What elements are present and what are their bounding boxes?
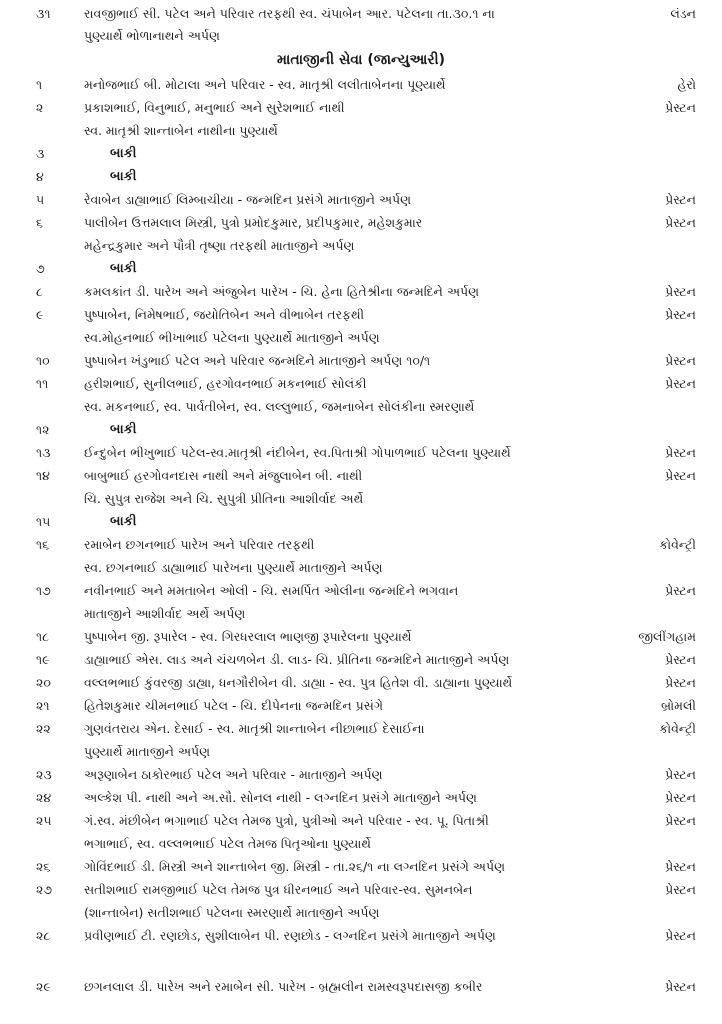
entry-place: પ્રેસ્ટન <box>665 583 696 598</box>
entry-text: ગુણવંતરાય એન. દેસાઈ - સ્વ. માતૃશ્રી શાન્તાબેન નીછાભાઈ દેસાઈના <box>84 721 425 736</box>
entry-number: ૯ <box>36 307 44 322</box>
entry-place: પ્રેસ્ટન <box>665 284 696 299</box>
entry-number: ૨૮ <box>36 928 51 943</box>
entry-place: પ્રેસ્ટન <box>665 928 696 943</box>
entry-place: લંડન <box>670 6 696 21</box>
list-item <box>0 165 722 188</box>
entry-text: વલ્લભભાઈ કુંવરજી ડાહ્યા, ધનગૌરીબેન વી. ડાહ્યા - સ્વ. પુત્ર હિતેશ વી. ડાહ્યાના પુણ્યાર્થે <box>84 675 513 690</box>
entry-place: પ્રેસ્ટન <box>665 468 696 483</box>
entry-place: પ્રેસ્ટન <box>665 353 696 368</box>
list-item <box>0 717 722 740</box>
list-item <box>0 188 722 211</box>
list-item <box>0 73 722 96</box>
list-item <box>0 533 722 556</box>
entry-number: ૨૫ <box>36 813 52 828</box>
entry-text: પ્રવીણભાઈ ટી. રણછોડ, સુશીલાબેન પી. રણછોડ - લગ્નદિન પ્રસંગે માતાજીને અર્પણ <box>84 928 496 943</box>
entry-place: પ્રેસ્ટન <box>665 100 696 115</box>
entry-number: ૭ <box>36 261 45 276</box>
entry-place: પ્રેસ્ટન <box>665 445 696 460</box>
entry-place: પ્રેસ્ટન <box>665 813 696 828</box>
entry-number: ૨૦ <box>36 675 51 690</box>
entry-continuation: ભગાભાઈ, સ્વ. વલ્લભભાઈ પટેલ તેમજ પિતૃઓના પુણ્યાર્થે <box>84 836 371 851</box>
entry-text: હરીશભાઈ, સુનીલભાઈ, હરગોવનભાઈ મકનભાઈ સોલંકી <box>84 376 367 391</box>
entry-text: પુષ્પાબેન, નિમેષભાઈ, જયોતિબેન અને વીભાબેન તરફથી <box>84 307 365 322</box>
entry-text: અલ્કેશ પી. નાથી અને અ.સૌ. સોનલ નાથી - લગ્નદિન પ્રસંગે માતાજીને અર્પણ <box>84 790 477 805</box>
entry-place: કોવેન્ટ્રી <box>659 537 696 552</box>
list-item <box>0 372 722 395</box>
entry-place: પ્રેસ્ટન <box>665 652 696 667</box>
pending-label: બાકી <box>110 169 137 184</box>
pending-label: બાકી <box>110 422 137 437</box>
entry-place: પ્રેસ્ટન <box>665 307 696 322</box>
entry-number: ૧૦ <box>36 353 50 368</box>
entry-text: હિતેશકુમાર ચીમનભાઈ પટેલ - ચિ. દીપેનના જન્મદિન પ્રસંગે <box>84 698 383 713</box>
entry-text: પાલીબેન ઉત્તમલાલ મિસ્ત્રી, પુત્રો પ્રમોદકુમાર, પ્રદીપકુમાર, મહેશકુમાર <box>84 215 423 230</box>
list-item <box>0 211 722 234</box>
section-heading: માતાજીની સેવા (જાન્યુઆરી) <box>277 52 445 68</box>
entry-number: ૨૧ <box>36 698 50 713</box>
list-item <box>0 625 722 648</box>
entry-text: મનોજભાઈ બી. મોટાલા અને પરિવાર - સ્વ. માતૃશ્રી લલીતાબેનના પૂણ્યાર્થે <box>84 77 446 92</box>
list-item <box>0 878 722 901</box>
entry-continuation: સ્વ. મકનભાઈ, સ્વ. પાર્વતીબેન, સ્વ. લલ્લુભાઈ, જમનાબેન સોલંકીના સ્મરણાર્થે <box>84 399 475 414</box>
entry-text: પુષ્પાબેન જી. રૂપારેલ - સ્વ. ગિરધરલાલ ભાણજી રૂપારેલના પુણ્યાર્થે <box>84 629 412 644</box>
pending-label: બાકી <box>110 146 137 161</box>
entry-number: ૧૧ <box>36 376 49 391</box>
entry-text: છગનલાલ ડી. પારેખ અને રમાબેન સી. પારેખ - બ્રહ્મલીન રામસ્વરૂપદાસજી કબીર <box>84 979 483 994</box>
list-item <box>0 510 722 533</box>
pending-label: બાકી <box>110 261 137 276</box>
entry-number: ૫ <box>36 192 45 207</box>
list-item <box>0 349 722 372</box>
entry-place: પ્રેસ્ટન <box>665 790 696 805</box>
entry-place: પ્રેસ્ટન <box>665 192 696 207</box>
entry-text: ઈન્દુબેન ભીખુભાઈ પટેલ-સ્વ.માતૃશ્રી નંદીબેન, સ્વ.પિતાશ્રી ગોપાળભાઈ પટેલના પુણ્યાર્થે <box>84 445 511 460</box>
entry-place: જીલીંગહામ <box>638 629 696 644</box>
entry-text: રમાબેન છગનભાઈ પારેખ અને પરિવાર તરફથી <box>84 537 315 552</box>
entry-number: ૨૩ <box>36 767 52 782</box>
list-item <box>0 786 722 809</box>
entry-number: ૨ <box>36 100 44 115</box>
entry-text: કમલકાંત ડી. પારેખ અને અંજુબેન પારેખ - ચિ. હેના હિતેશ્રીના જન્મદિને અર્પણ <box>84 284 480 299</box>
entry-text: અરૂણાબેન ઠાકોરભાઈ પટેલ અને પરિવાર - માતાજીને અર્પણ <box>84 767 383 782</box>
list-item <box>0 441 722 464</box>
list-item <box>0 464 722 487</box>
entry-number: ૧૩ <box>36 445 51 460</box>
list-item <box>0 257 722 280</box>
list-item <box>0 2 722 25</box>
entry-continuation: માતાજીને આશીર્વાદ અર્થે અર્પણ <box>84 606 246 621</box>
list-item <box>0 855 722 878</box>
entry-place: પ્રેસ્ટન <box>665 376 696 391</box>
entry-number: ૩ <box>36 146 45 161</box>
entry-number: ૨૪ <box>36 790 52 805</box>
entry-text: રાવજીભાઈ સી. પટેલ અને પરિવાર તરફથી સ્વ. ચંપાબેન આર. પટેલના તા.૩૦.૧ ના <box>84 6 495 21</box>
entry-place: પ્રેસ્ટન <box>665 882 696 897</box>
list-item <box>0 648 722 671</box>
list-item <box>0 924 722 947</box>
entry-place: પ્રેસ્ટન <box>665 215 696 230</box>
entry-number: ૧૨ <box>36 422 50 437</box>
entry-text: પ્રકાશભાઈ, વિનુભાઈ, મનુભાઈ અને સુરેશભાઈ નાથી <box>84 100 345 115</box>
entry-continuation: સ્વ.મોહનભાઈ ભીખાભાઈ પટેલના પુણ્યાર્થે માતાજીને અર્પણ <box>84 330 380 345</box>
entry-place: પ્રેસ્ટન <box>665 979 696 994</box>
entry-continuation: સ્વ. છગનભાઈ ડાહ્યાભાઈ પારેખના પુણ્યાર્થે માતાજીને અર્પણ <box>84 560 383 575</box>
entry-text: બાબુભાઈ હરગોવનદાસ નાથી અને મંજુલાબેન બી. નાથી <box>84 468 363 483</box>
entry-place: પ્રેસ્ટન <box>665 767 696 782</box>
entry-place: હેરો <box>677 77 696 92</box>
entry-number: ૧૬ <box>36 537 50 552</box>
list-item <box>0 671 722 694</box>
entry-number: ૩૧ <box>36 6 51 21</box>
list-item <box>0 763 722 786</box>
list-item <box>0 142 722 165</box>
list-item <box>0 418 722 441</box>
entry-number: ૨૭ <box>36 882 53 897</box>
entry-text: રેવાબેન ડાહ્યાભાઈ લિમ્બાચીયા - જન્મદિન પ્રસંગે માતાજીને અર્પણ <box>84 192 412 207</box>
list-item <box>0 694 722 717</box>
list-item <box>0 809 722 832</box>
entry-text: પુષ્પાબેન ખંડુભાઈ પટેલ અને પરિવાર જન્મદિને માતાજીને અર્પણ ૧૦/૧ <box>84 353 431 368</box>
entry-continuation: પુણ્યાર્થે માતાજીને અર્પણ <box>84 744 211 759</box>
list-item <box>0 975 722 998</box>
entry-number: ૧ <box>36 77 43 92</box>
list-item <box>0 303 722 326</box>
entry-text: ગોવિંદભાઈ ડી. મિસ્ત્રી અને શાન્તાબેન જી. મિસ્ત્રી - તા.૨૬/૧ ના લગ્નદિન પ્રસંગે અર્પણ <box>84 859 506 874</box>
entry-number: ૨૯ <box>36 979 51 994</box>
pending-label: બાકી <box>110 514 137 529</box>
entry-place: પ્રેસ્ટન <box>665 859 696 874</box>
entry-number: ૨૬ <box>36 859 51 874</box>
entry-number: ૧૭ <box>36 583 51 598</box>
entry-number: ૧૫ <box>36 514 51 529</box>
entry-text: નવીનભાઈ અને મમતાબેન ઓલી - ચિ. સમર્પિત ઓલીના જન્મદિને ભગવાન <box>84 583 459 598</box>
entry-continuation: (શાન્તાબેન) સતીશભાઈ પટેલના સ્મરણાર્થે માતાજીને અર્પણ <box>84 905 380 920</box>
entry-continuation: સ્વ. માતૃશ્રી શાન્તાબેન નાથીના પુણ્યાર્થે <box>84 123 278 138</box>
list-item <box>0 280 722 303</box>
entry-text: ડાહ્યાભાઈ એસ. લાડ અને ચંચળબેન ડી. લાડ- ચિ. પ્રીતિના જન્મદિને માતાજીને અર્પણ <box>84 652 510 667</box>
entry-text: ગં.સ્વ. મંછીબેન ભગાભાઈ પટેલ તેમજ પુત્રો, પુત્રીઓ અને પરિવાર - સ્વ. પૂ. પિતાશ્રી <box>84 813 489 828</box>
entry-number: ૮ <box>36 284 43 299</box>
entry-continuation: ચિ. સુપુત્ર રાજેશ અને ચિ. સુપુત્રી પ્રીતિના આશીર્વાદ અર્થે <box>84 491 364 506</box>
entry-continuation: મહેન્દ્રકુમાર અને પૌત્રી તૃષ્ણા તરફથી માતાજીને અર્પણ <box>84 238 355 253</box>
entry-place: કોવેન્ટ્રી <box>659 721 696 736</box>
entry-number: ૬ <box>36 215 44 230</box>
entry-text: સતીશભાઈ રામજીભાઈ પટેલ તેમજ પુત્ર ધીરનભાઈ અને પરિવાર-સ્વ. સુમનબેન <box>84 882 473 897</box>
entry-number: ૧૯ <box>36 652 50 667</box>
entry-place: બ્રોમલી <box>660 698 696 713</box>
entry-number: ૧૪ <box>36 468 50 483</box>
entry-number: ૪ <box>36 169 44 184</box>
entry-place: પ્રેસ્ટન <box>665 675 696 690</box>
entry-number: ૧૮ <box>36 629 50 644</box>
entry-continuation: પુણ્યાર્થે ભોળાનાથને અર્પણ <box>84 28 220 43</box>
entry-number: ૨૨ <box>36 721 51 736</box>
list-item <box>0 96 722 119</box>
list-item <box>0 579 722 602</box>
